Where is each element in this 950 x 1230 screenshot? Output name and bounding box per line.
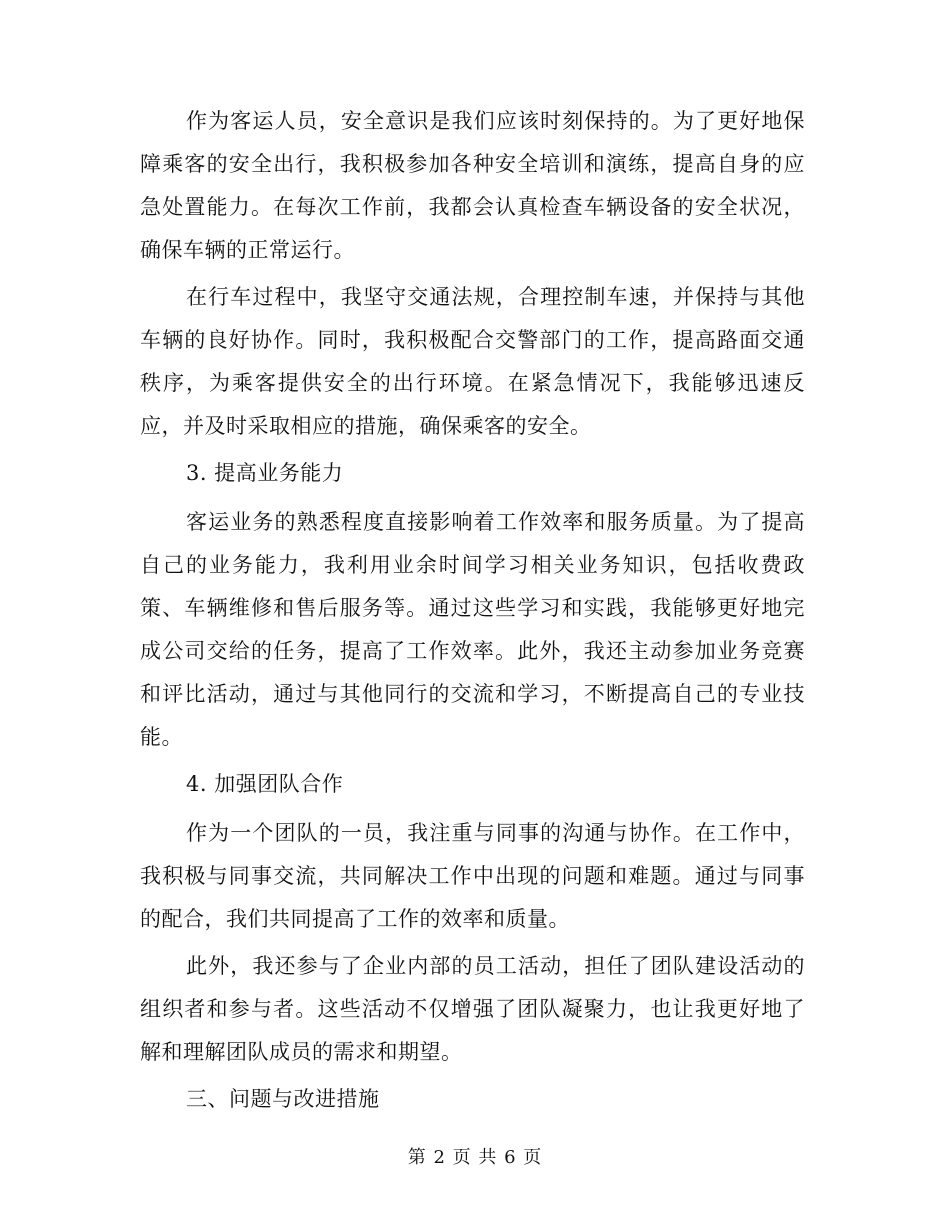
section-heading-business-ability: 3. 提高业务能力 (186, 461, 344, 485)
section-heading-teamwork: 4. 加强团队合作 (186, 772, 344, 796)
paragraph-team-activities: 此外，我还参与了企业内部的员工活动，担任了团队建设活动的组织者和参与者。这些活动不仅增强了团队凝聚力，也让我更好地了解和理解团队成员的需求和期望。 (140, 954, 805, 1064)
document-body (140, 100, 805, 1127)
paragraph-driving-process: 在行车过程中，我坚守交通法规，合理控制车速，并保持与其他车辆的良好协作。同时，我积极配合交警部门的工作，提高路面交通秩序，为乘客提供安全的出行环境。在紧急情况下，我能够迅速反应，并及时采取相应的措施，确保乘客的安全。 (140, 285, 805, 438)
paragraph-business-ability: 客运业务的熟悉程度直接影响着工作效率和服务质量。为了提高自己的业务能力，我利用业余时间学习相关业务知识，包括收费政策、车辆维修和售后服务等。通过这些学习和实践，我能够更好地完成公司交给的任务，提高了工作效率。此外，我还主动参加业务竞赛和评比活动，通过与其他同行的交流和学习，不断提高自己的专业技能。 (140, 510, 805, 749)
paragraph-safety-awareness: 作为客运人员，安全意识是我们应该时刻保持的。为了更好地保障乘客的安全出行，我积极参加各种安全培训和演练，提高自身的应急处置能力。在每次工作前，我都会认真检查车辆设备的安全状况，确保车辆的正常运行。 (140, 109, 805, 262)
section-heading-problems-improvements: 三、问题与改进措施 (186, 1087, 380, 1111)
page-number-footer: 第 2 页 共 6 页 (407, 1147, 543, 1168)
paragraph-teamwork: 作为一个团队的一员，我注重与同事的沟通与协作。在工作中，我积极与同事交流，共同解决工作中出现的问题和难题。通过与同事的配合，我们共同提高了工作的效率和质量。 (140, 821, 805, 931)
